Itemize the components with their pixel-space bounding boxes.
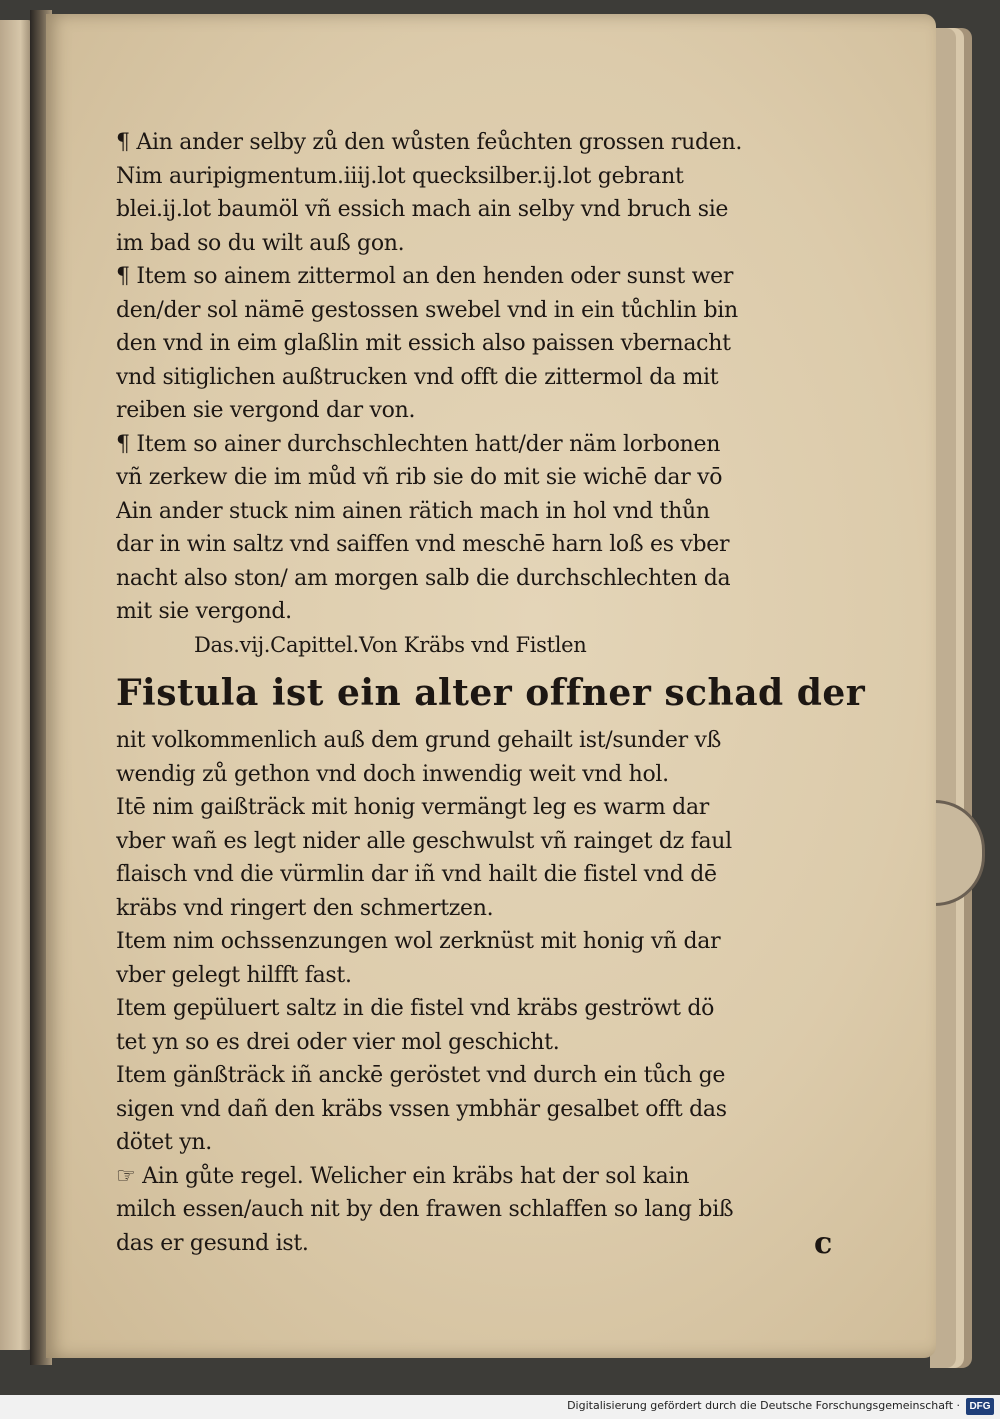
text-line: ¶ Item so ainem zittermol an den henden oder sunst wer: [116, 264, 734, 289]
text-line: ¶ Item so ainer durchschlechten hatt/der näm lorbonen: [116, 431, 721, 457]
text-line: Item gänßträck iñ anckē geröstet vnd durch ein tůch ge: [116, 1063, 726, 1088]
chapter-heading: Das.vij.Capittel.Von Kräbs vnd Fistlen: [194, 632, 587, 657]
left-page-edge: [0, 20, 34, 1350]
text-line: sigen vnd dañ den kräbs vssen ymbhär gesalbet offt das: [116, 1096, 727, 1122]
text-line: reiben sie vergond dar von.: [116, 398, 416, 423]
text-line: das er gesund ist.: [116, 1230, 309, 1256]
text-line: milch essen/auch nit by den frawen schlaffen so lang biß: [116, 1197, 734, 1222]
text-line: nit volkommenlich auß dem grund gehailt ist/sunder vß: [116, 728, 722, 753]
text-line: ¶ Ain ander selby zů den wůsten feůchten grossen ruden.: [116, 130, 743, 155]
book-page: [46, 14, 936, 1358]
text-line: nacht also ston/ am morgen salb die durchschlechten da: [116, 565, 731, 591]
text-line: Ain ander stuck nim ainen rätich mach in hol vnd thůn: [116, 498, 710, 524]
text-line: den vnd in eim glaßlin mit essich also paissen vbernacht: [116, 331, 731, 356]
footer-bar: [0, 1395, 1000, 1419]
text-line: Nim auripigmentum.iiij.lot quecksilber.ij.lot gebrant: [116, 163, 684, 189]
text-line: vber wañ es legt nider alle geschwulst vñ rainget dz faul: [116, 828, 732, 854]
dfg-logo-icon: DFG: [966, 1398, 994, 1415]
text-line: flaisch vnd die vürmlin dar iñ vnd hailt die fistel vnd dē: [116, 862, 717, 887]
text-line: Itē nim gaißträck mit honig vermängt leg es warm dar: [116, 795, 709, 820]
text-line: Item nim ochssenzungen wol zerknüst mit honig vñ dar: [116, 929, 721, 954]
page-text: [116, 126, 876, 1260]
text-line: vnd sitiglichen außtrucken vnd offt die zittermol da mit: [116, 364, 719, 390]
signature-mark: c: [814, 1226, 833, 1261]
funding-notice: Digitalisierung gefördert durch die Deutsche Forschungsgemeinschaft ·: [567, 1399, 960, 1412]
text-line: den/der sol nämē gestossen swebel vnd in ein tůchlin bin: [116, 297, 738, 323]
text-line: vber gelegt hilfft fast.: [116, 962, 352, 988]
text-line: mit sie vergond.: [116, 599, 292, 624]
section-title: Fistula ist ein alter offner schad der: [116, 672, 866, 714]
text-line: vñ zerkew die im můd vñ rib sie do mit sie wichē dar vō: [116, 465, 723, 490]
text-line: blei.ij.lot baumöl vñ essich mach ain selby vnd bruch sie: [116, 197, 729, 222]
text-line: kräbs vnd ringert den schmertzen.: [116, 895, 494, 921]
text-line: wendig zů gethon vnd doch inwendig weit vnd hol.: [116, 761, 669, 787]
text-line: ☞ Ain gůte regel. Welicher ein kräbs hat der sol kain: [116, 1163, 690, 1189]
text-line: dar in win saltz vnd saiffen vnd meschē harn loß es vber: [116, 532, 730, 557]
text-line: im bad so du wilt auß gon.: [116, 230, 405, 256]
text-line: Item gepüluert saltz in die fistel vnd kräbs geströwt dö: [116, 996, 715, 1021]
text-line: dötet yn.: [116, 1130, 212, 1155]
text-line: tet yn so es drei oder vier mol geschicht.: [116, 1029, 560, 1055]
